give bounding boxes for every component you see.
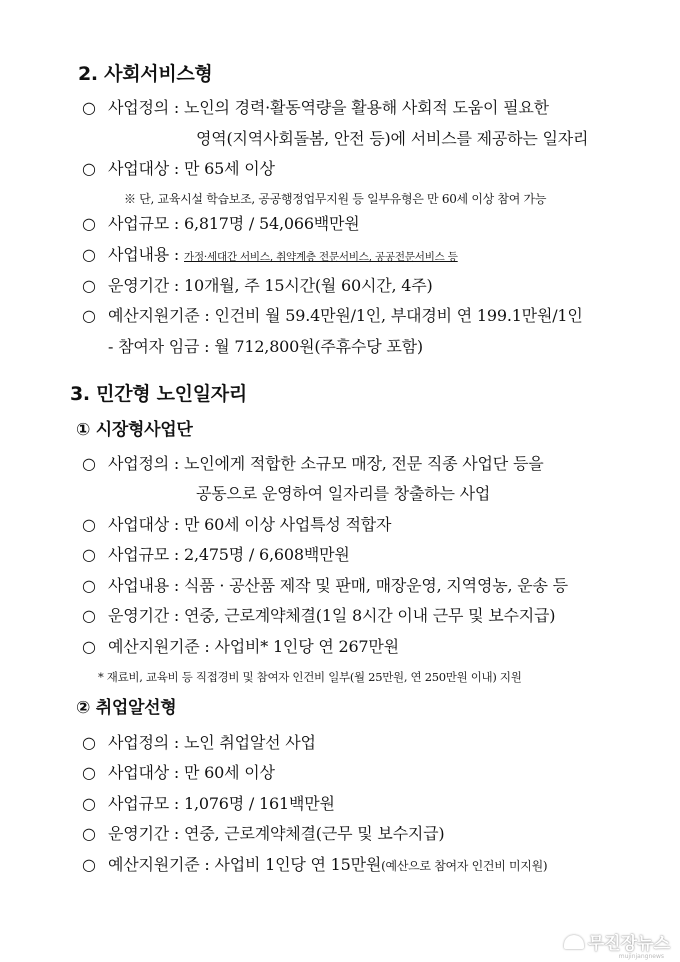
sec2-target-note: ※ 단, 교육시설 학습보조, 공공행정업무지원 등 일부유형은 만 60세 이상 참여 가능 xyxy=(124,192,547,206)
sub1-period: 운영기간 : 연중, 근로계약체결(1일 8시간 이내 근무 및 보수지급) xyxy=(108,606,556,625)
sub1-note: * 재료비, 교육비 등 직접경비 및 참여자 인건비 일부(월 25만원, 연 250만원 이내) 지원 xyxy=(98,670,522,684)
bullet-icon: ○ xyxy=(82,637,96,656)
bullet-icon: ○ xyxy=(82,763,96,782)
sub2-budget-note: (예산으로 참여자 인건비 미지원) xyxy=(381,859,548,873)
bullet-icon: ○ xyxy=(82,824,96,843)
bullet-icon: ○ xyxy=(82,733,96,752)
sec2-content-value: 가정·세대간 서비스, 취약계층 전문서비스, 공공전문서비스 등 xyxy=(184,251,458,263)
sub2-target: 사업대상 : 만 60세 이상 xyxy=(108,763,275,782)
bullet-icon: ○ xyxy=(82,276,96,295)
sec2-budget: 예산지원기준 : 인건비 월 59.4만원/1인, 부대경비 연 199.1만원/1인 xyxy=(108,306,583,325)
sub2-period: 운영기간 : 연중, 근로계약체결(근무 및 보수지급) xyxy=(108,824,445,843)
bullet-icon: ○ xyxy=(82,545,96,564)
bullet-icon: ○ xyxy=(82,306,96,325)
sub1-definition-line2: 공동으로 운영하여 일자리를 창출하는 사업 xyxy=(196,484,491,503)
sec2-definition-line2: 영역(지역사회돌봄, 안전 등)에 서비스를 제공하는 일자리 xyxy=(196,129,589,148)
sub1-target: 사업대상 : 만 60세 이상 사업특성 적합자 xyxy=(108,515,392,534)
watermark-subtext: mujinjangnews xyxy=(618,953,664,960)
bullet-icon: ○ xyxy=(82,606,96,625)
bullet-icon: ○ xyxy=(82,855,96,874)
sub1-content: 사업내용 : 식품 · 공산품 제작 및 판매, 매장운영, 지역영농, 운송 등 xyxy=(108,576,568,595)
sub2-scale: 사업규모 : 1,076명 / 161백만원 xyxy=(108,794,335,813)
bullet-icon: ○ xyxy=(82,794,96,813)
bullet-icon: ○ xyxy=(82,515,96,534)
sub2-budget-main: 예산지원기준 : 사업비 1인당 연 15만원 xyxy=(108,855,382,874)
mountain-logo-icon xyxy=(564,935,584,949)
bullet-icon: ○ xyxy=(82,98,96,117)
sub1-budget: 예산지원기준 : 사업비* 1인당 연 267만원 xyxy=(108,637,399,656)
section-2-title: 2. 사회서비스형 xyxy=(78,63,213,85)
bullet-icon: ○ xyxy=(82,245,96,264)
bullet-icon: ○ xyxy=(82,576,96,595)
sub1-definition-line1: 사업정의 : 노인에게 적합한 소규모 매장, 전문 직종 사업단 등을 xyxy=(108,454,544,473)
sec2-period: 운영기간 : 10개월, 주 15시간(월 60시간, 4주) xyxy=(108,276,433,295)
sec3-sub2-title: ② 취업알선형 xyxy=(76,698,177,718)
bullet-icon: ○ xyxy=(82,214,96,233)
bullet-icon: ○ xyxy=(82,454,96,473)
section-3-title: 3. 민간형 노인일자리 xyxy=(70,383,247,405)
sec2-scale: 사업규모 : 6,817명 / 54,066백만원 xyxy=(108,214,360,233)
sec2-target: 사업대상 : 만 65세 이상 xyxy=(108,159,275,178)
sec2-content xyxy=(108,245,458,267)
sec3-sub1-title: ① 시장형사업단 xyxy=(76,420,193,440)
watermark-logo xyxy=(564,929,670,954)
sec2-content-label: 사업내용 : xyxy=(108,245,184,264)
watermark-text: 무진장뉴스 xyxy=(587,934,670,954)
sub2-definition: 사업정의 : 노인 취업알선 사업 xyxy=(108,733,316,752)
sub1-scale: 사업규모 : 2,475명 / 6,608백만원 xyxy=(108,545,350,564)
sec2-definition-line1: 사업정의 : 노인의 경력·활동역량을 활용해 사회적 도움이 필요한 xyxy=(108,98,549,117)
sec2-wage: - 참여자 임금 : 월 712,800원(주휴수당 포함) xyxy=(108,337,423,356)
bullet-icon: ○ xyxy=(82,159,96,178)
sub2-budget xyxy=(108,855,547,876)
